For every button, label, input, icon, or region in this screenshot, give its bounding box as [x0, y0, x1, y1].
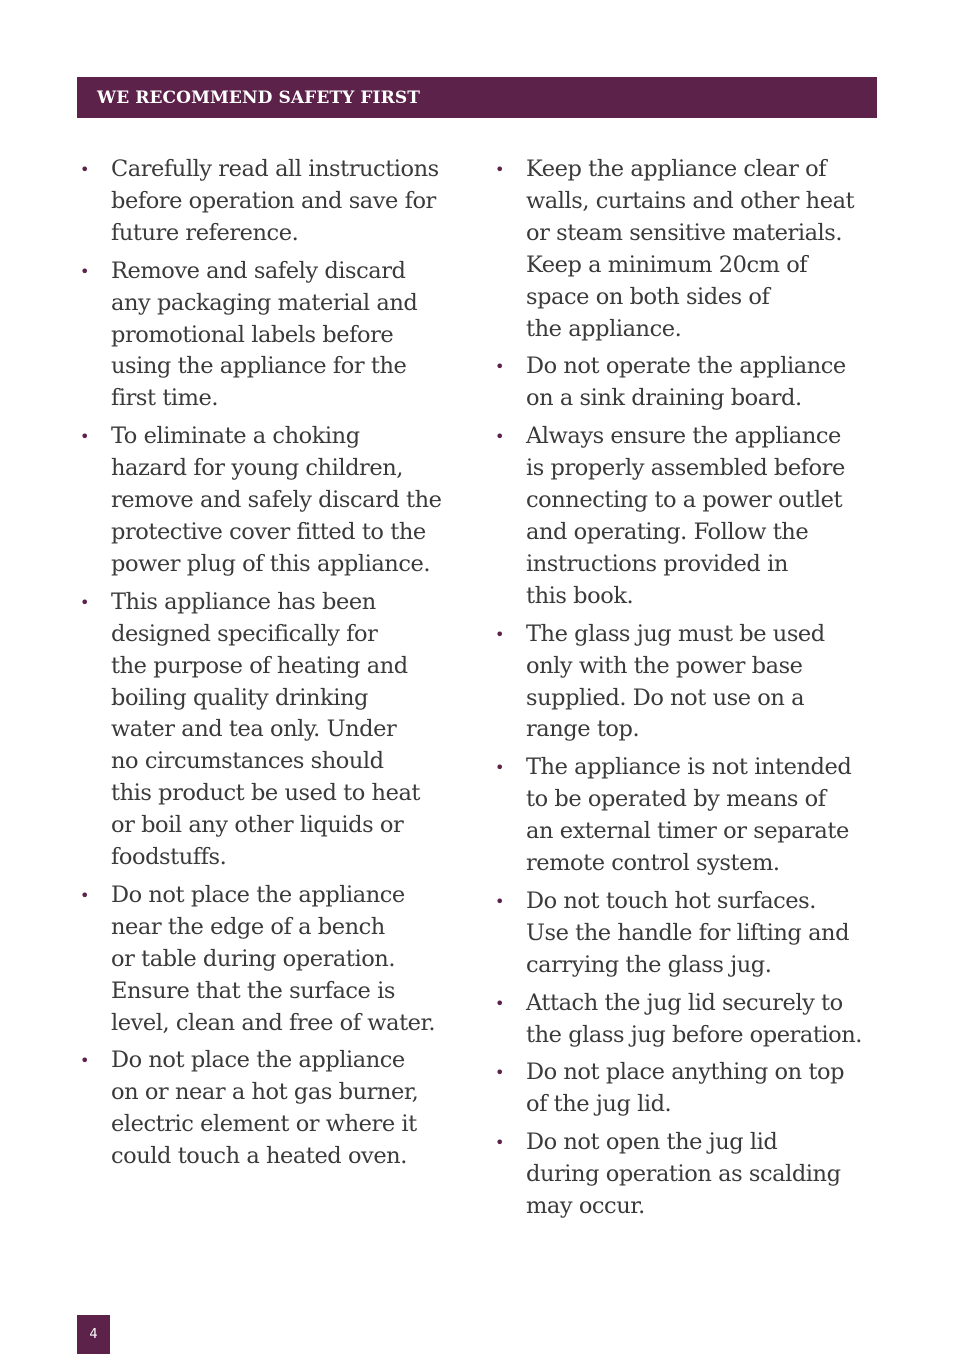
list-item-text: To eliminate a choking hazard for young children, remove and safely discard the protective cover fitted to the power plug of this appliance. — [111, 423, 442, 577]
list-item-text: Remove and safely discard any packaging material and promotional labels before using the appliance for the first time. — [111, 257, 418, 412]
list-item — [493, 988, 888, 1052]
list-item — [78, 1045, 468, 1173]
left-safety-list — [78, 154, 468, 1179]
bullet-icon: • — [80, 261, 89, 281]
bullet-icon: • — [80, 592, 89, 612]
list-item-text: The glass jug must be used only with the power base supplied. Do not use on a range top. — [526, 620, 825, 743]
bullet-icon: • — [80, 1051, 89, 1071]
list-item — [493, 421, 888, 612]
page-number-badge — [77, 1315, 110, 1354]
list-item — [78, 421, 468, 581]
list-item-text: Do not open the jug lid during operation as scalding may occur. — [526, 1129, 841, 1220]
bullet-icon: • — [495, 758, 504, 778]
list-item — [493, 351, 888, 415]
bullet-icon: • — [495, 160, 504, 179]
bullet-icon: • — [80, 427, 89, 447]
list-item — [78, 154, 468, 250]
list-item — [493, 154, 888, 345]
list-item-text: Keep the appliance clear of walls, curtains and other heat or steam sensitive materials. Keep a minimum 20cm of space on both sides of the appliance. — [526, 156, 855, 342]
list-item-text: Do not place anything on top of the jug lid. — [526, 1059, 845, 1118]
bullet-icon: • — [495, 624, 504, 644]
list-item-text: Do not place the appliance near the edge of a bench or table during operation. Ensure that the surface is level, clean and free of water. — [111, 881, 436, 1036]
bullet-icon: • — [495, 357, 504, 377]
list-item-text: Always ensure the appliance is properly assembled before connecting to a power outlet and operating. Follow the instructions provided in this book. — [526, 423, 845, 609]
list-item — [493, 619, 888, 747]
list-item — [78, 587, 468, 874]
list-item-text: Do not touch hot surfaces. Use the handle for lifting and carrying the glass jug. — [526, 887, 850, 978]
list-item-text: Do not place the appliance on or near a hot gas burner, electric element or where it could touch a heated oven. — [111, 1047, 419, 1170]
page-number: 4 — [89, 1327, 98, 1342]
bullet-icon: • — [495, 1063, 504, 1083]
bullet-icon: • — [495, 1133, 504, 1153]
list-item — [493, 1057, 888, 1121]
list-item — [78, 880, 468, 1040]
list-item-text: Carefully read all instructions before operation and save for future reference. — [111, 156, 439, 246]
right-safety-list — [493, 154, 888, 1229]
list-item — [78, 256, 468, 416]
bullet-icon: • — [495, 891, 504, 911]
bullet-icon: • — [80, 160, 89, 179]
bullet-icon: • — [495, 427, 504, 447]
bullet-icon: • — [495, 993, 504, 1013]
list-item-text: Do not operate the appliance on a sink draining board. — [526, 353, 846, 412]
list-item — [493, 752, 888, 880]
list-item — [493, 1127, 888, 1223]
list-item-text: This appliance has been designed specifically for the purpose of heating and boiling quality drinking water and tea only. Under no circumstances should this product be used to heat or boil any other liquids or foodstuffs. — [111, 588, 421, 871]
bullet-icon: • — [80, 885, 89, 905]
section-header-bar — [77, 77, 877, 118]
list-item-text: The appliance is not intended to be operated by means of an external timer or separate remote control system. — [526, 754, 852, 877]
list-item — [493, 886, 888, 982]
section-title: WE RECOMMEND SAFETY FIRST — [97, 87, 420, 108]
list-item-text: Attach the jug lid securely to the glass jug before operation. — [526, 989, 863, 1048]
